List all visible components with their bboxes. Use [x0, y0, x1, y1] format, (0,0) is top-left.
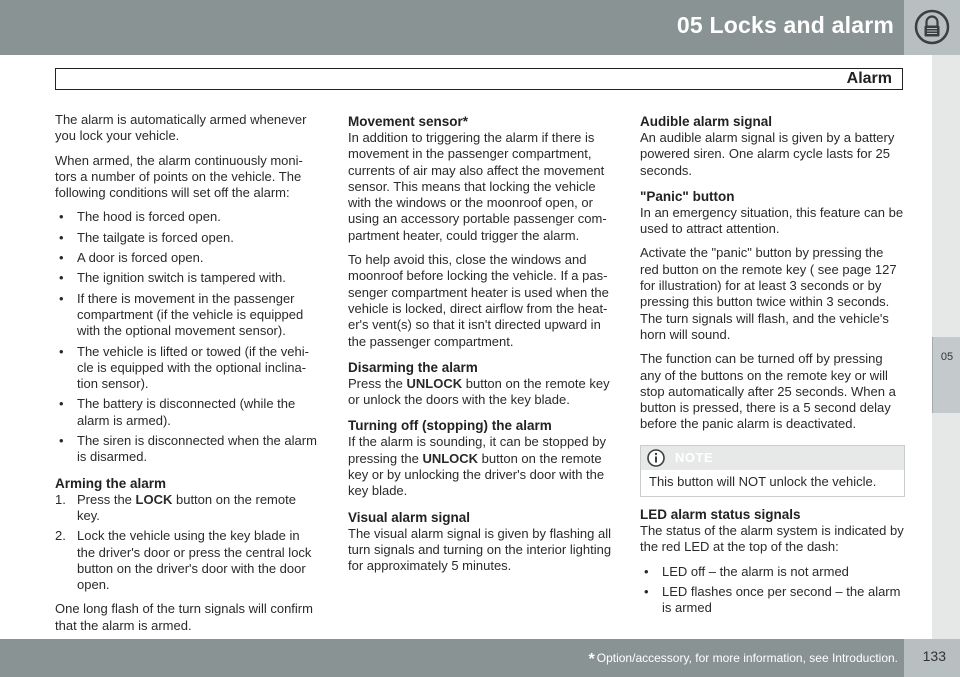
text-span: button on the remote key or by unlocking the driver's door with the key blade.	[348, 450, 605, 499]
list-item: • The vehicle is lifted or towed (if the vehi-cle is equipped with the optional inclina-tion sensor).	[55, 344, 319, 393]
step-1	[55, 492, 319, 525]
movement-sensor-heading: Movement sensor*	[348, 114, 469, 129]
text-span: Press the	[348, 375, 407, 391]
text-span: button on the remote key or unlock the doors with the key blade.	[348, 375, 610, 408]
page-number: 133	[922, 648, 946, 664]
confirm-text: One long flash of the turn signals will confirm that the alarm is armed.	[55, 601, 313, 633]
step-2	[55, 528, 319, 593]
list-item: • The siren is disconnected when the alarm is disarmed.	[55, 433, 319, 466]
section-title: Alarm	[846, 70, 892, 87]
activate-panic-text: Activate the "panic" button by pressing the red button on the remote key ( see page 127 for illustration) for at least 3 seconds or by pressing this button twice within 3 seconds. The turn signals will flash, and the vehicle's horn will sound.	[640, 245, 897, 342]
step-number: 2.	[55, 528, 66, 544]
panic-button-text: In an emergency situation, this feature can be used to attract attention.	[640, 204, 904, 237]
alarm-conditions-list	[55, 209, 319, 465]
chapter-header	[0, 0, 960, 55]
armed-text: When armed, the alarm continuously moni-tors a number of points on the vehicle. The following conditions will set off the alarm:	[55, 152, 303, 201]
panic-turnoff-text: The function can be turned off by pressing any of the buttons on the remote key or will stop automatically after 25 seconds. When a button is pressed, there is a 5 second delay before the panic alarm is deactivated.	[640, 351, 896, 432]
note-label: NOTE	[675, 449, 714, 465]
info-icon	[646, 449, 666, 467]
led-status-list	[640, 564, 905, 617]
disarm-heading: Disarming the alarm	[348, 359, 478, 375]
disarm-text	[348, 376, 612, 409]
arming-steps	[55, 492, 319, 594]
visual-signal-heading: Visual alarm signal	[348, 509, 471, 525]
note-text: This button will NOT unlock the vehicle.	[649, 473, 877, 489]
list-item: • The ignition switch is tampered with.	[55, 270, 319, 286]
list-item: • If there is movement in the passenger compartment (if the vehicle is equipped with the optional movement sensor).	[55, 291, 319, 340]
unlock-button-label: UNLOCK	[422, 450, 479, 466]
chapter-icon-tile	[904, 0, 960, 55]
intro-text: The alarm is automatically armed whenever you lock your vehicle.	[55, 112, 307, 144]
turnoff-text	[348, 434, 612, 499]
column-3	[640, 112, 905, 623]
text-span: If the alarm is sounding, it can be stopped by pressing the	[348, 434, 606, 466]
list-item: • The battery is disconnected (while the alarm is armed).	[55, 396, 319, 429]
page-footer	[0, 639, 960, 677]
footer-note-text: Option/accessory, for more information, see Introduction.	[596, 651, 898, 665]
note-header	[641, 446, 904, 470]
chapter-tab-label: 05	[940, 351, 954, 363]
audible-signal-heading: Audible alarm signal	[640, 114, 773, 129]
lock-button-label: LOCK	[135, 491, 173, 507]
lock-icon	[914, 8, 950, 46]
audible-signal-text: An audible alarm signal is given by a battery powered siren. One alarm cycle lasts for 25 seconds.	[640, 130, 895, 178]
arming-heading: Arming the alarm	[55, 475, 167, 491]
list-item: • The tailgate is forced open.	[55, 230, 319, 246]
page-number-tile	[904, 639, 960, 677]
note-box	[640, 445, 905, 497]
unlock-button-label: UNLOCK	[406, 375, 463, 391]
step-text: Press the	[77, 491, 136, 507]
chapter-tab-05[interactable]	[932, 337, 960, 413]
column-1	[55, 112, 319, 642]
list-item: • LED off – the alarm is not armed	[640, 564, 905, 580]
section-bar	[55, 68, 903, 90]
step-text: button on the remote key.	[77, 491, 296, 523]
visual-signal-text: The visual alarm signal is given by flashing all turn signals and turning on the interior lighting for approximately 5 minutes.	[348, 525, 612, 574]
footer-note	[589, 651, 898, 669]
panic-button-heading: "Panic" button	[640, 188, 735, 204]
step-number: 1.	[55, 491, 66, 507]
avoid-text: To help avoid this, close the windows and moonroof before locking the vehicle. If a pas-senger compartment heater is used when the vehicle is locked, direct airflow from the heat-er's vent(s) so that it isn't directed upward in the passenger compartment.	[348, 252, 609, 349]
list-item: • LED flashes once per second – the alarm is armed	[640, 584, 905, 617]
turnoff-heading: Turning off (stopping) the alarm	[348, 418, 552, 434]
list-item: • A door is forced open.	[55, 250, 319, 266]
led-status-heading: LED alarm status signals	[640, 507, 801, 523]
list-item: • The hood is forced open.	[55, 209, 319, 225]
movement-sensor-text: In addition to triggering the alarm if there is movement in the passenger compartment, currents of air may also affect the movement sensor. This means that locking the vehicle with the windows or the moonroof open, or using an accessory portable passenger com-partment heater, could trigger the alarm.	[348, 130, 607, 243]
led-status-text: The status of the alarm system is indicated by the red LED at the top of the dash:	[640, 523, 904, 555]
chapter-title: 05 Locks and alarm	[676, 12, 894, 38]
asterisk: *	[588, 651, 595, 668]
column-2	[348, 112, 612, 583]
step-text: Lock the vehicle using the key blade in the driver's door or press the central lock button on the driver's door with the door open.	[77, 528, 312, 593]
